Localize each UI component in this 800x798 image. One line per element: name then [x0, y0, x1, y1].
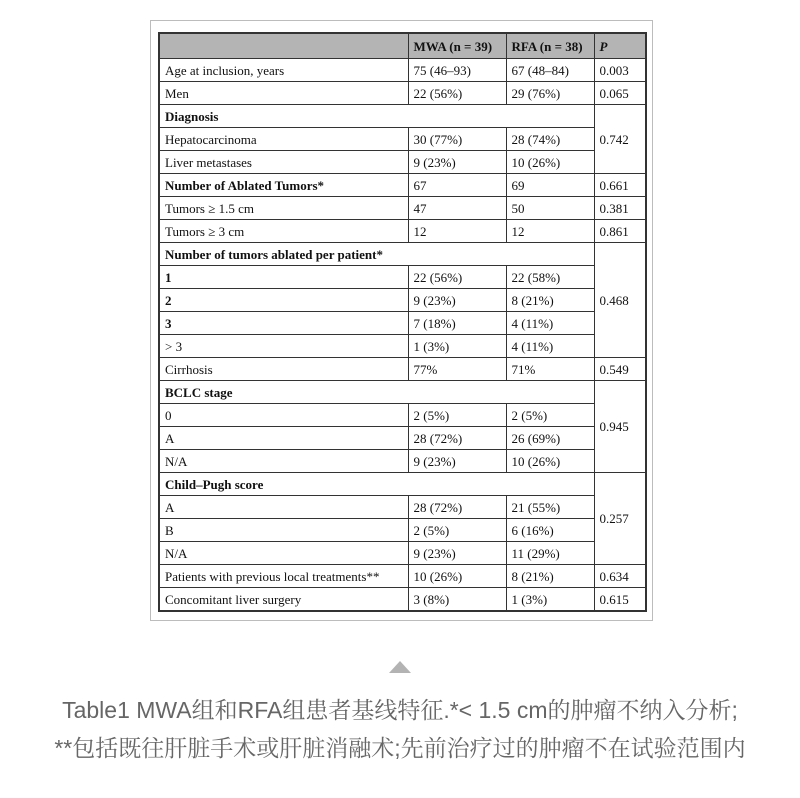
table-row [159, 312, 646, 335]
p-value: 0.065 [594, 82, 646, 105]
table-row [159, 404, 646, 427]
mwa-value: 77% [408, 358, 506, 381]
p-value: 0.468 [594, 243, 646, 358]
row-label: N/A [159, 450, 408, 473]
row-label: A [159, 427, 408, 450]
row-label: BCLC stage [159, 381, 594, 404]
mwa-value: 7 (18%) [408, 312, 506, 335]
rfa-value: 67 (48–84) [506, 59, 594, 82]
rfa-value: 1 (3%) [506, 588, 594, 612]
header-p-cell: P [594, 33, 646, 59]
row-label: Cirrhosis [159, 358, 408, 381]
collapse-triangle-icon[interactable] [389, 661, 411, 673]
figure-card [150, 20, 653, 621]
rfa-value: 4 (11%) [506, 335, 594, 358]
row-label: A [159, 496, 408, 519]
row-label: N/A [159, 542, 408, 565]
caption-line-2: **包括既往肝脏手术或肝脏消融术;先前治疗过的肿瘤不在试验范围内 [54, 735, 746, 761]
rfa-value: 69 [506, 174, 594, 197]
row-label: Number of tumors ablated per patient* [159, 243, 594, 266]
mwa-value: 22 (56%) [408, 266, 506, 289]
row-label: Concomitant liver surgery [159, 588, 408, 612]
rfa-value: 26 (69%) [506, 427, 594, 450]
baseline-characteristics-table [158, 32, 647, 612]
mwa-value: 9 (23%) [408, 151, 506, 174]
row-label: Tumors ≥ 1.5 cm [159, 197, 408, 220]
header-rfa-cell: RFA (n = 38) [506, 33, 594, 59]
rfa-value: 29 (76%) [506, 82, 594, 105]
table-row [159, 197, 646, 220]
mwa-value: 1 (3%) [408, 335, 506, 358]
table-body [159, 59, 646, 612]
table-row [159, 266, 646, 289]
mwa-value: 67 [408, 174, 506, 197]
p-value: 0.003 [594, 59, 646, 82]
row-label: Diagnosis [159, 105, 594, 128]
row-label: Age at inclusion, years [159, 59, 408, 82]
rfa-value: 28 (74%) [506, 128, 594, 151]
row-label: Liver metastases [159, 151, 408, 174]
rfa-value: 10 (26%) [506, 151, 594, 174]
mwa-value: 9 (23%) [408, 450, 506, 473]
table-row [159, 450, 646, 473]
rfa-value: 8 (21%) [506, 565, 594, 588]
row-label: Hepatocarcinoma [159, 128, 408, 151]
mwa-value: 28 (72%) [408, 427, 506, 450]
caption-line-1: Table1 MWA组和RFA组患者基线特征.*< 1.5 cm的肿瘤不纳入分析; [62, 697, 738, 723]
row-label: 1 [159, 266, 408, 289]
table-row [159, 335, 646, 358]
mwa-value: 12 [408, 220, 506, 243]
table-row [159, 588, 646, 612]
figure-caption [0, 691, 800, 767]
p-value: 0.615 [594, 588, 646, 612]
rfa-value: 22 (58%) [506, 266, 594, 289]
row-label: Child–Pugh score [159, 473, 594, 496]
rfa-value: 12 [506, 220, 594, 243]
rfa-value: 21 (55%) [506, 496, 594, 519]
row-label: Number of Ablated Tumors* [159, 174, 408, 197]
p-value: 0.742 [594, 105, 646, 174]
mwa-value: 9 (23%) [408, 289, 506, 312]
mwa-value: 47 [408, 197, 506, 220]
rfa-value: 50 [506, 197, 594, 220]
mwa-value: 3 (8%) [408, 588, 506, 612]
rfa-value: 8 (21%) [506, 289, 594, 312]
table-row [159, 82, 646, 105]
table-row [159, 243, 646, 266]
table-row [159, 220, 646, 243]
table-row [159, 519, 646, 542]
row-label: Tumors ≥ 3 cm [159, 220, 408, 243]
rfa-value: 2 (5%) [506, 404, 594, 427]
table-row [159, 59, 646, 82]
mwa-value: 9 (23%) [408, 542, 506, 565]
p-value: 0.661 [594, 174, 646, 197]
table-row [159, 289, 646, 312]
row-label: Patients with previous local treatments** [159, 565, 408, 588]
mwa-value: 2 (5%) [408, 404, 506, 427]
table-row [159, 381, 646, 404]
row-label: 2 [159, 289, 408, 312]
table-row [159, 542, 646, 565]
row-label: Men [159, 82, 408, 105]
mwa-value: 22 (56%) [408, 82, 506, 105]
row-label: 0 [159, 404, 408, 427]
rfa-value: 10 (26%) [506, 450, 594, 473]
mwa-value: 75 (46–93) [408, 59, 506, 82]
rfa-value: 6 (16%) [506, 519, 594, 542]
mwa-value: 10 (26%) [408, 565, 506, 588]
header-mwa-cell: MWA (n = 39) [408, 33, 506, 59]
p-value: 0.634 [594, 565, 646, 588]
mwa-value: 28 (72%) [408, 496, 506, 519]
table-row [159, 496, 646, 519]
p-value: 0.549 [594, 358, 646, 381]
rfa-value: 4 (11%) [506, 312, 594, 335]
p-value: 0.861 [594, 220, 646, 243]
mwa-value: 30 (77%) [408, 128, 506, 151]
mwa-value: 2 (5%) [408, 519, 506, 542]
p-value: 0.257 [594, 473, 646, 565]
table-header-row [159, 33, 646, 59]
header-empty-cell [159, 33, 408, 59]
p-value: 0.381 [594, 197, 646, 220]
table-row [159, 565, 646, 588]
row-label: 3 [159, 312, 408, 335]
table-row [159, 128, 646, 151]
p-value: 0.945 [594, 381, 646, 473]
table-row [159, 427, 646, 450]
table-row [159, 174, 646, 197]
rfa-value: 11 (29%) [506, 542, 594, 565]
rfa-value: 71% [506, 358, 594, 381]
table-row [159, 358, 646, 381]
table-row [159, 151, 646, 174]
row-label: > 3 [159, 335, 408, 358]
table-row [159, 473, 646, 496]
table-row [159, 105, 646, 128]
row-label: B [159, 519, 408, 542]
